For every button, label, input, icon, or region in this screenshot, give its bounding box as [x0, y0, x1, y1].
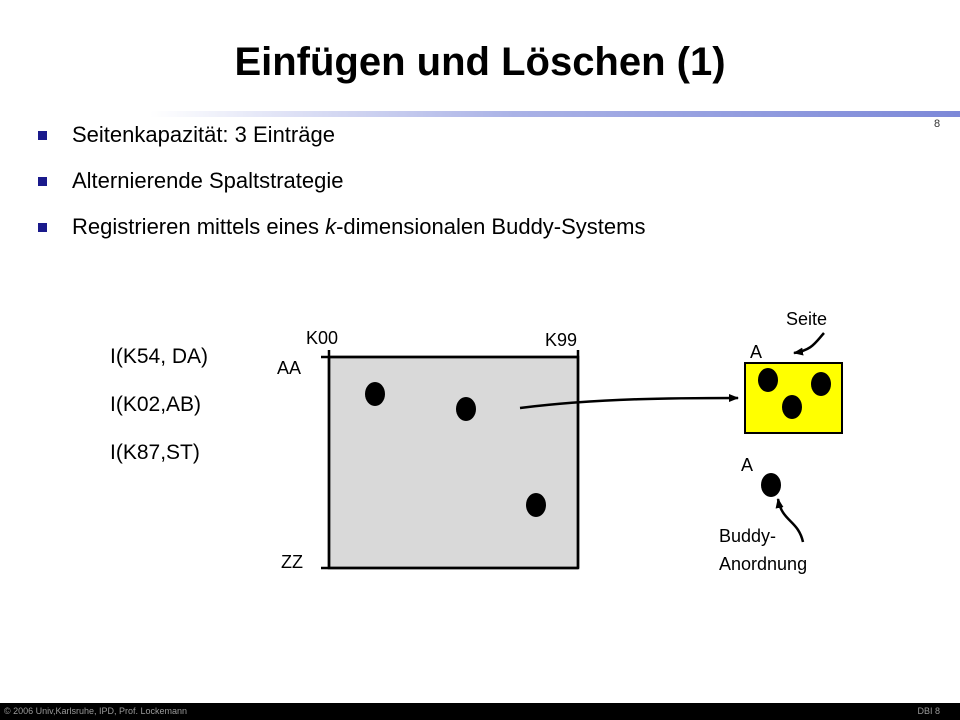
footer-bar: [0, 703, 960, 720]
page-entry: [782, 395, 802, 419]
footer-page-ref: DBI 8: [917, 706, 940, 716]
page-entry: [811, 372, 831, 396]
buddy-point: [761, 473, 781, 497]
grid-x-end-label: K99: [545, 330, 578, 350]
buddy-label-arrow: [778, 499, 803, 542]
buddy-label-line1: Buddy-: [719, 526, 777, 546]
operation-insert-k54: I(K54, DA): [110, 345, 209, 368]
page-name-label: A: [750, 342, 763, 362]
grid-x-start-label: K00: [306, 328, 339, 348]
grid-point: [456, 397, 476, 421]
grid-y-start-label: AA: [277, 358, 302, 378]
buddy-label-line2: Anordnung: [719, 554, 808, 574]
operation-insert-k02: I(K02,AB): [110, 393, 202, 416]
page-label-arrow: [794, 333, 824, 353]
buddy-name-label: A: [741, 455, 754, 475]
page-label: Seite: [786, 309, 828, 329]
bullet-item-capacity: Seitenkapazität: 3 Einträge: [38, 118, 645, 164]
slide-number: 8: [934, 118, 941, 130]
operation-insert-k87: I(K87,ST): [110, 441, 200, 464]
grid-point: [526, 493, 546, 517]
slide-title: Einfügen und Löschen (1): [234, 40, 726, 84]
bullet-item-registration: Registrieren mittels eines k-dimensionalen Buddy-Systems: [38, 210, 645, 256]
bullet-item-strategy: Alternierende Spaltstrategie: [38, 164, 645, 210]
grid-y-end-label: ZZ: [281, 552, 303, 572]
grid-point: [365, 382, 385, 406]
page-entry: [758, 368, 778, 392]
footer-copyright: © 2006 Univ,Karlsruhe, IPD, Prof. Lockemann: [4, 706, 188, 716]
